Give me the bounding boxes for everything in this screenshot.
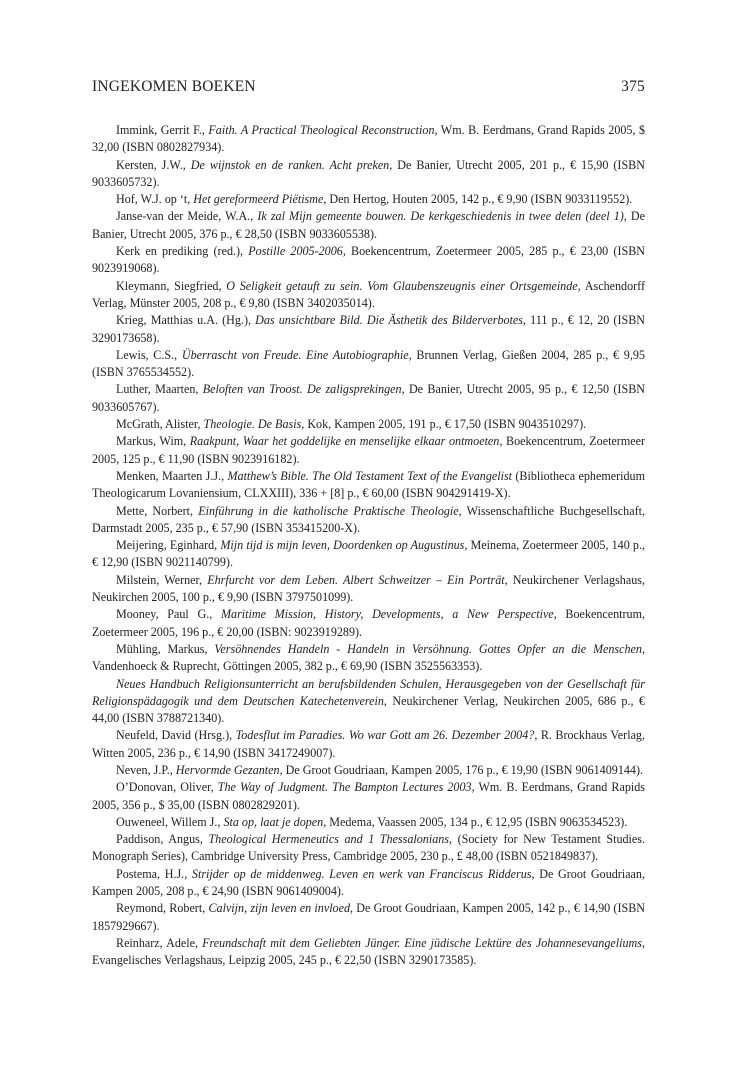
- book-entry: [92, 779, 645, 814]
- entry-author: O’Donovan, Oliver,: [116, 780, 218, 795]
- entry-details: , Meinema, Zoetermeer 2005, 140 p., € 12,90 (ISBN 9021140799).: [92, 538, 645, 570]
- entry-author: Mooney, Paul G.,: [116, 607, 221, 622]
- entry-title: Neues Handbuch Religionsunterricht an berufsbildenden Schulen, Herausgegeben von der Gesellschaft für Religionspädagogik und dem Deutschen Katechetenverein: [92, 676, 645, 708]
- book-entry: [92, 347, 645, 382]
- entry-title: Mijn tijd is mijn leven, Doordenken op Augustinus: [220, 538, 465, 553]
- book-entry: [92, 312, 645, 347]
- book-entry: [92, 676, 645, 728]
- entry-author: Kleymann, Siegfried,: [116, 278, 227, 293]
- entry-details: , Den Hertog, Houten 2005, 142 p., € 9,90 (ISBN 9033119552).: [323, 192, 633, 207]
- entry-title: Raakpunt, Waar het goddelijke en menselijke elkaar ontmoeten: [189, 434, 500, 449]
- entry-title: Theological Hermeneutics and 1 Thessalonians: [208, 832, 450, 847]
- entry-author: Kerk en prediking (red.),: [116, 244, 249, 259]
- entry-author: McGrath, Alister,: [116, 417, 204, 432]
- entry-author: Mühling, Markus,: [116, 641, 215, 656]
- book-entry: [92, 606, 645, 641]
- entry-details: , Vandenhoeck & Ruprecht, Göttingen 2005, 382 p., € 69,90 (ISBN 3525563353).: [92, 641, 645, 674]
- entry-title: Postille 2005-2006: [248, 244, 343, 259]
- entry-details: (Bibliotheca ephemeridum Theologicarum Lovaniensium, CLXXIII), 336 + [8] p., € 60,00 (ISBN 904291419-X).: [92, 468, 645, 501]
- entry-author: Krieg, Matthias u.A. (Hg.),: [116, 313, 256, 328]
- entry-title: De wijnstok en de ranken. Acht preken: [190, 157, 390, 172]
- book-entry: [92, 503, 645, 538]
- entry-details: , Wm. B. Eerdmans, Grand Rapids 2005, $ 32,00 (ISBN 0802827934).: [92, 123, 646, 155]
- book-entry: [92, 243, 645, 278]
- entry-details: , De Groot Goudriaan, Kampen 2005, 176 p., € 19,90 (ISBN 9061409144).: [279, 762, 644, 777]
- book-entry: [92, 572, 645, 607]
- book-entry: [92, 278, 645, 313]
- entry-author: Immink, Gerrit F.,: [116, 123, 209, 137]
- book-entry: [92, 468, 645, 503]
- entry-title: Versöhnendes Handeln - Handeln in Versöhnung. Gottes Opfer an die Menschen: [214, 641, 642, 656]
- entry-details: , Kok, Kampen 2005, 191 p., € 17,50 (ISBN 9043510297).: [301, 417, 587, 432]
- book-entry: [92, 814, 645, 831]
- book-entry: [92, 641, 645, 676]
- entry-author: Reymond, Robert,: [116, 901, 209, 916]
- entry-title: Sta op, laat je dopen: [223, 814, 324, 829]
- book-list: [92, 122, 645, 970]
- entry-details: , Brunnen Verlag, Gießen 2004, 285 p., € 9,95 (ISBN 3765534552).: [92, 347, 645, 380]
- book-entry: [92, 900, 645, 935]
- entry-details: , R. Brockhaus Verlag, Witten 2005, 236 p., € 14,90 (ISBN 3417249007).: [92, 728, 646, 760]
- entry-author: Markus, Wim,: [116, 434, 190, 449]
- entry-details: , Boekencentrum, Zoetermeer 2005, 196 p., € 20,00 (ISBN: 9023919289).: [92, 607, 646, 639]
- entry-author: Menken, Maarten J.J.,: [116, 468, 228, 483]
- book-entry: [92, 157, 645, 192]
- entry-details: Aschendorff Verlag, Münster 2005, 208 p., € 9,80 (ISBN 3402035014).: [92, 278, 645, 310]
- entry-title: Faith. A Practical Theological Reconstruction: [208, 123, 435, 137]
- entry-title: Strijder op de middenweg. Leven en werk van Franciscus Ridderus: [191, 866, 532, 881]
- book-entry: [92, 727, 645, 762]
- entry-details: De Banier, Utrecht 2005, 376 p., € 28,50 (ISBN 9033605538).: [92, 209, 646, 241]
- book-entry: [92, 433, 645, 468]
- entry-title: Maritime Mission, History, Developments, a New Perspective: [220, 607, 554, 622]
- entry-title: Ik zal Mijn gemeente bouwen. De kerkgeschiedenis in twee delen (deel 1),: [257, 209, 627, 224]
- entry-title: Beloften van Troost. De zaligsprekingen: [202, 382, 402, 397]
- entry-title: Das unsichtbare Bild. Die Ästhetik des Bilderverbotes: [255, 313, 523, 328]
- entry-details: , De Groot Goudriaan, Kampen 2005, 208 p., € 24,90 (ISBN 9061409004).: [92, 866, 645, 899]
- entry-author: Reinharz, Adele,: [116, 935, 203, 950]
- entry-author: Neven, J.P.,: [116, 762, 176, 777]
- running-header: [92, 78, 645, 96]
- entry-author: Milstein, Werner,: [116, 572, 208, 587]
- book-entry: [92, 762, 645, 779]
- book-entry: [92, 416, 645, 433]
- book-entry: [92, 381, 645, 416]
- book-entry: [92, 831, 645, 866]
- entry-details: , Boekencentrum, Zoetermeer 2005, 125 p., € 11,90 (ISBN 9023916182).: [92, 434, 646, 466]
- entry-details: , Wm. B. Eerdmans, Grand Rapids 2005, 356 p., $ 35,00 (ISBN 0802829201).: [92, 780, 645, 812]
- entry-details: , Wissenschaftliche Buchgesellschaft, Darmstadt 2005, 235 p., € 57,90 (ISBN 353415200-X).: [92, 503, 645, 535]
- entry-author: Luther, Maarten,: [116, 382, 203, 397]
- entry-title: O Seligkeit getauft zu sein. Vom Glaubenszeugnis einer Ortsgemeinde,: [226, 278, 581, 293]
- entry-details: , De Banier, Utrecht 2005, 201 p., € 15,90 (ISBN 9033605732).: [92, 157, 645, 189]
- entry-details: , Neukirchener Verlag, Neukirchen 2005, 686 p., € 44,00 (ISBN 3788721340).: [92, 693, 645, 726]
- entry-author: Kersten, J.W.,: [116, 157, 191, 172]
- entry-title: Het gereformeerd Piëtisme: [193, 192, 324, 207]
- book-entry: [92, 935, 645, 970]
- book-entry: [92, 122, 645, 157]
- book-entry: [92, 191, 645, 208]
- entry-details: , De Banier, Utrecht 2005, 95 p., € 12,50 (ISBN 9033605767).: [92, 382, 645, 414]
- entry-title: Hervormde Gezanten: [175, 762, 280, 777]
- entry-author: Neufeld, David (Hrsg.),: [116, 728, 236, 743]
- entry-author: Mette, Norbert,: [116, 503, 199, 518]
- entry-title: The Way of Judgment. The Bampton Lectures 2003: [217, 780, 472, 795]
- book-entry: [92, 537, 645, 572]
- book-entry: [92, 208, 645, 243]
- entry-title: Freundschaft mit dem Geliebten Jünger. Eine jüdische Lektüre des Johannesevangeliums: [202, 935, 642, 950]
- entry-author: Meijering, Eginhard,: [116, 538, 221, 553]
- entry-author: Ouweneel, Willem J.,: [116, 814, 224, 829]
- entry-title: Überrascht von Freude. Eine Autobiographie: [181, 347, 409, 362]
- entry-title: Calvijn, zijn leven en invloed,: [208, 901, 354, 916]
- entry-details: , Boekencentrum, Zoetermeer 2005, 285 p., € 23,00 (ISBN 9023919068).: [92, 244, 645, 276]
- entry-title: Theologie. De Basis: [203, 417, 302, 432]
- entry-author: Janse-van der Meide, W.A.,: [116, 209, 258, 224]
- entry-title: Ehrfurcht vor dem Leben. Albert Schweitzer – Ein Porträt: [207, 572, 505, 587]
- section-title: INGEKOMEN BOEKEN: [92, 78, 256, 95]
- entry-author: Postema, H.J.,: [116, 866, 192, 881]
- entry-author: Hof, W.J. op ‘t,: [116, 192, 194, 207]
- entry-details: , Neukirchener Verlagshaus, Neukirchen 2005, 100 p., € 9,90 (ISBN 3797501099).: [92, 572, 645, 605]
- entry-details: , Medema, Vaassen 2005, 134 p., € 12,95 (ISBN 9063534523).: [323, 814, 628, 829]
- entry-author: Paddison, Angus,: [116, 832, 209, 847]
- page-number: 375: [621, 78, 645, 95]
- entry-title: Todesflut im Paradies. Wo war Gott am 26. Dezember 2004?: [235, 728, 535, 743]
- entry-details: , Evangelisches Verlagshaus, Leipzig 2005, 245 p., € 22,50 (ISBN 3290173585).: [92, 935, 645, 968]
- entry-details: De Groot Goudriaan, Kampen 2005, 142 p., € 14,90 (ISBN 1857929667).: [92, 901, 645, 933]
- entry-title: Einführung in die katholische Praktische Theologie: [198, 503, 459, 518]
- book-entry: [92, 866, 645, 901]
- entry-details: , 111 p., € 12, 20 (ISBN 3290173658).: [92, 313, 646, 345]
- entry-author: Lewis, C.S.,: [116, 347, 182, 362]
- entry-title: Matthew’s Bible. The Old Testament Text of the Evangelist: [227, 468, 513, 483]
- entry-details: , (Society for New Testament Studies. Monograph Series), Cambridge University Press, Cambridge 2005, 230 p., £ 48,00 (ISBN 0521849837).: [92, 832, 646, 864]
